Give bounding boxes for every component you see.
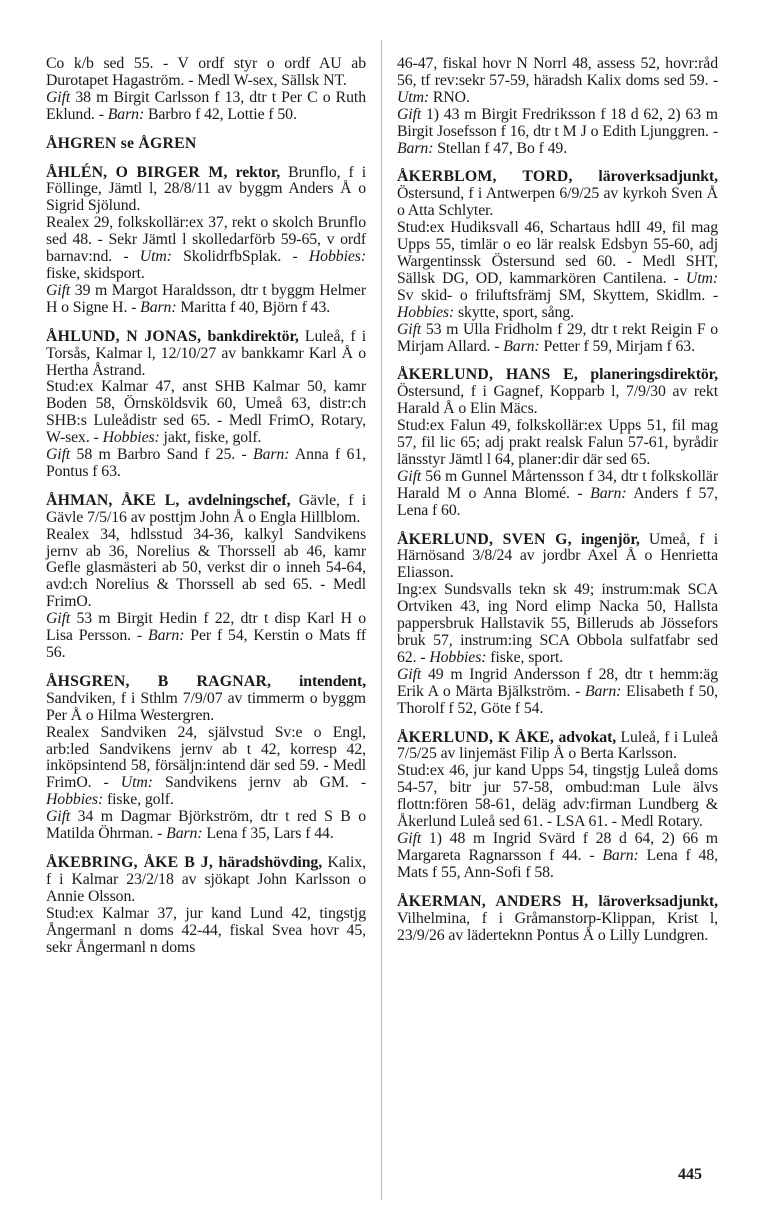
section-label: Hobbies: bbox=[308, 248, 366, 266]
section-label: Barn: bbox=[602, 846, 639, 864]
entry-paragraph bbox=[46, 527, 366, 612]
entry-text: Vilhelmina, f i Gråmanstorp-Klippan, Krist l, 23/9/26 av läderteknn Pontus Å o Lilly Lundgren. bbox=[397, 909, 718, 944]
biography-entry bbox=[46, 136, 366, 153]
section-label: Barn: bbox=[253, 446, 290, 464]
entry-text: 53 m Birgit Hedin f 22, dtr t disp Karl H o Lisa Persson. - bbox=[46, 610, 366, 645]
entry-text: 58 m Barbro Sand f 25. - bbox=[70, 446, 254, 464]
section-label: Barn: bbox=[166, 825, 203, 843]
section-label: Barn: bbox=[140, 298, 177, 316]
entry-text: Stud:ex Falun 49, folkskollär:ex Upps 51, fil mag 57, fil lic 65; adj prakt realsk Falun 57-61, byrådir länsstyr Jämtl l 64, planer:dir där sed 65. bbox=[397, 417, 718, 468]
biography-entry bbox=[46, 56, 366, 124]
entry-paragraph bbox=[46, 611, 366, 662]
entry-paragraph bbox=[46, 215, 366, 283]
section-label: Gift bbox=[397, 665, 422, 683]
entry-paragraph bbox=[397, 582, 718, 667]
entry-text: 34 m Dagmar Björkström, dtr t red S B o Matilda Öhrman. - bbox=[46, 808, 366, 843]
person-name: ÅHLÉN, O BIRGER M, bbox=[46, 163, 228, 181]
section-label: Gift bbox=[46, 281, 71, 299]
section-label: Gift bbox=[397, 467, 422, 485]
section-label: Hobbies: bbox=[429, 648, 487, 666]
section-label: Barn: bbox=[107, 105, 145, 123]
section-label: Gift bbox=[46, 88, 71, 106]
entry-text: Anders f 57, Lena f 60. bbox=[397, 484, 718, 519]
person-name: ÅHMAN, ÅKE L, bbox=[46, 491, 180, 509]
section-label: Hobbies: bbox=[102, 429, 160, 447]
entry-paragraph bbox=[46, 674, 366, 725]
entry-text: Umeå, f i Härnösand 3/8/24 av jordbr Axel Å o Henrietta Eliasson. bbox=[397, 530, 718, 582]
entry-text: Luleå, f i Luleå 7/5/25 av linjemäst Filip Å o Berta Karlsson. bbox=[397, 728, 718, 763]
entry-text: Realex 34, hdlsstud 34-36, kalkyl Sandvikens jernv ab 36, Norelius & Thorssell ab 46, kamr Gefle glasmästeri ab 50, verkst dir o inneh 54-64, avd:ch Norelius & Thorssell ab sed 65. - Medl FrimO. bbox=[46, 525, 366, 611]
person-name: ÅKERLUND, K ÅKE, bbox=[397, 728, 555, 746]
entry-paragraph bbox=[46, 56, 366, 90]
occupation-title: rektor, bbox=[227, 163, 281, 181]
entry-text: Per f 54, Kerstin o Mats ff 56. bbox=[46, 627, 366, 661]
section-label: Barn: bbox=[397, 139, 434, 157]
entry-paragraph bbox=[46, 136, 366, 153]
entry-text: Stud:ex Kalmar 47, anst SHB Kalmar 50, kamr Boden 58, Örnsköldsvik 60, Umeå 63, distr:ch SHB:s Luleådistr sed 65. - Medl FrimO, Rotary, W-sex. - bbox=[46, 378, 366, 447]
biography-entry bbox=[46, 674, 366, 843]
person-name: ÅHGREN se ÅGREN bbox=[46, 134, 197, 152]
entry-text: skytte, sport, sång. bbox=[454, 303, 575, 321]
entry-paragraph bbox=[397, 469, 718, 520]
person-name: ÅHSGREN, B RAGNAR, bbox=[46, 672, 272, 690]
section-label: Gift bbox=[397, 829, 422, 847]
section-label: Gift bbox=[397, 320, 422, 338]
person-name: ÅKERLUND, HANS E, bbox=[397, 366, 579, 384]
entry-paragraph bbox=[397, 107, 718, 158]
entry-paragraph bbox=[397, 56, 718, 107]
entry-text: Sandvikens jernv ab GM. - bbox=[152, 774, 367, 792]
occupation-title: advokat, bbox=[554, 728, 617, 746]
entry-text: SkolidrfbSplak. - bbox=[171, 248, 309, 266]
section-label: Utm: bbox=[120, 774, 153, 792]
entry-paragraph bbox=[397, 894, 718, 945]
entry-paragraph bbox=[397, 730, 718, 764]
entry-paragraph bbox=[397, 220, 718, 321]
section-label: Utm: bbox=[139, 248, 172, 266]
entry-paragraph bbox=[397, 322, 718, 356]
entry-text: Sv skid- o friluftsfrämj SM, Skyttem, Skidlm. - bbox=[397, 286, 718, 304]
entry-paragraph bbox=[46, 283, 366, 317]
entry-text: Östersund, f i Gagnef, Kopparb l, 7/9/30 av rekt Harald Å o Elin Mäcs. bbox=[397, 383, 718, 418]
left-column bbox=[46, 56, 366, 968]
occupation-title: häradshövding, bbox=[213, 853, 323, 871]
entry-text: 56 m Gunnel Mårtensson f 34, dtr t folkskollär Harald M o Anna Blomé. - bbox=[397, 467, 718, 502]
entry-text: Stud:ex Hudiksvall 46, Schartaus hdlI 49, fil mag Upps 55, timlär o eo lär realsk Edsbyn 55-60, adj Wargentinssk Östersund sed 60. - Medl SHT, Sällsk DG, OD, kammarkören Cantilena. - bbox=[397, 219, 718, 287]
entry-paragraph bbox=[397, 418, 718, 469]
page-number: 445 bbox=[678, 1166, 702, 1183]
entry-text: fiske, golf. bbox=[103, 791, 174, 809]
entry-text: Co k/b sed 55. - V ordf styr o ordf AU ab Durotapet Hagaström. - Medl W-sex, Sällsk NT. bbox=[46, 55, 366, 89]
person-name: ÅKERLUND, SVEN G, bbox=[397, 530, 572, 548]
entry-text: jakt, fiske, golf. bbox=[159, 429, 262, 447]
entry-text: Luleå, f i Torsås, Kalmar l, 12/10/27 av bankkamr Karl Å o Hertha Åstrand. bbox=[46, 327, 367, 379]
entry-paragraph bbox=[397, 763, 718, 831]
section-label: Gift bbox=[46, 610, 71, 628]
occupation-title: läroverksadjunkt, bbox=[588, 892, 718, 910]
entry-text: Petter f 59, Mirjam f 63. bbox=[539, 337, 695, 355]
person-name: ÅKEBRING, ÅKE B J, bbox=[46, 853, 214, 871]
biography-entry bbox=[46, 493, 366, 662]
entry-text: Lena f 48, Mats f 55, Ann-Sofi f 58. bbox=[397, 846, 718, 881]
person-name: ÅHLUND, N JONAS, bbox=[46, 327, 202, 345]
entry-text: RNO. bbox=[429, 88, 470, 106]
section-label: Barn: bbox=[590, 484, 627, 502]
entry-text: fiske, sport. bbox=[486, 648, 564, 666]
occupation-title: bankdirektör, bbox=[201, 327, 299, 345]
entry-paragraph bbox=[46, 379, 366, 447]
section-label: Barn: bbox=[584, 682, 622, 700]
entry-paragraph bbox=[46, 447, 366, 481]
occupation-title: läroverksadjunkt, bbox=[572, 168, 718, 186]
section-label: Hobbies: bbox=[46, 791, 104, 809]
entry-text: Anna f 61, Pontus f 63. bbox=[46, 446, 366, 480]
biography-entry bbox=[46, 329, 366, 481]
section-label: Gift bbox=[46, 446, 71, 464]
entry-text: Gävle, f i Gävle 7/5/16 av posttjm John Å o Engla Hillblom. bbox=[46, 491, 366, 526]
entry-paragraph bbox=[397, 169, 718, 220]
entry-paragraph bbox=[46, 725, 366, 810]
person-name: ÅKERMAN, ANDERS H, bbox=[397, 892, 589, 910]
biography-entry bbox=[46, 165, 366, 317]
entry-text: 1) 43 m Birgit Fredriksson f 18 d 62, 2) 63 m Birgit Josefsson f 16, dtr t M J o Edith Ljunggren. - bbox=[397, 105, 718, 140]
biography-entry bbox=[397, 532, 718, 718]
entry-text: Stellan f 47, Bo f 49. bbox=[433, 139, 568, 157]
biography-entry bbox=[397, 730, 718, 882]
section-label: Gift bbox=[46, 808, 71, 826]
entry-text: Brunflo, f i Föllinge, Jämtl l, 28/8/11 av byggm Anders Å o Sigrid Sjölund. bbox=[46, 163, 366, 215]
biography-entry bbox=[397, 56, 718, 157]
entry-paragraph bbox=[397, 532, 718, 583]
section-label: Barn: bbox=[503, 337, 540, 355]
entry-text: fiske, skidsport. bbox=[46, 264, 145, 282]
entry-text: Realex 29, folkskollär:ex 37, rekt o skolch Brunflo sed 48. - Sekr Jämtl l skolledarförb 59-65, v ordf barnav:nd. - bbox=[46, 214, 366, 266]
entry-paragraph bbox=[46, 855, 366, 906]
entry-paragraph bbox=[397, 367, 718, 418]
section-label: Utm: bbox=[685, 269, 718, 287]
entry-paragraph bbox=[46, 809, 366, 843]
entry-text: 53 m Ulla Fridholm f 29, dtr t rekt Reigin F o Mirjam Allard. - bbox=[397, 320, 718, 355]
entry-text: Östersund, f i Antwerpen 6/9/25 av kyrkoh Sven Å o Atta Schlyter. bbox=[397, 185, 718, 220]
entry-paragraph bbox=[46, 329, 366, 380]
entry-paragraph bbox=[46, 165, 366, 216]
entry-text: 38 m Birgit Carlsson f 13, dtr t Per C o Ruth Eklund. - bbox=[46, 88, 366, 123]
entry-paragraph bbox=[397, 667, 718, 718]
entry-paragraph bbox=[46, 90, 366, 124]
occupation-title: ingenjör, bbox=[571, 530, 640, 548]
entry-paragraph bbox=[46, 493, 366, 527]
entry-text: 46-47, fiskal hovr N Norrl 48, assess 52, hovr:råd 56, tf rev:sekr 57-59, häradsh Kalix doms sed 59. - bbox=[397, 55, 718, 89]
biography-entry bbox=[397, 169, 718, 355]
entry-text: Realex Sandviken 24, självstud Sv:e o Engl, arb:led Sandvikens jernv ab t 42, korresp 42, inköpsintend 58, försäljn:intend där sed 59. - Medl FrimO. - bbox=[46, 723, 366, 792]
entry-text: Kalix, f i Kalmar 23/2/18 av sjökapt John Karlsson o Annie Olsson. bbox=[46, 853, 366, 905]
entry-text: 1) 48 m Ingrid Svärd f 28 d 64, 2) 66 m Margareta Ragnarsson f 44. - bbox=[397, 829, 718, 864]
entry-text: Stud:ex Kalmar 37, jur kand Lund 42, tingstjg Ångermanl n doms 42-44, fiskal Svea hovr 45, sekr Ångermanl n doms bbox=[46, 904, 366, 956]
section-label: Barn: bbox=[148, 627, 185, 645]
occupation-title: planeringsdirektör, bbox=[578, 366, 718, 384]
biography-entry bbox=[397, 367, 718, 519]
occupation-title: intendent, bbox=[271, 672, 367, 690]
section-label: Utm: bbox=[397, 88, 430, 106]
entry-text: Elisabeth f 50, Thorolf f 52, Göte f 54. bbox=[397, 682, 718, 717]
entry-paragraph bbox=[46, 906, 366, 957]
entry-text: Barbro f 42, Lottie f 50. bbox=[144, 105, 297, 123]
biography-entry bbox=[46, 855, 366, 956]
section-label: Hobbies: bbox=[397, 303, 455, 321]
biography-entry bbox=[397, 894, 718, 945]
column-divider bbox=[381, 40, 382, 1200]
section-label: Gift bbox=[397, 105, 422, 123]
right-column bbox=[397, 56, 718, 956]
entry-paragraph bbox=[397, 831, 718, 882]
occupation-title: avdelningschef, bbox=[179, 491, 291, 509]
entry-text: Stud:ex 46, jur kand Upps 54, tingstjg Luleå doms 54-57, bitr jur 57-58, ombud:man Lule älvs flottn:fören 58-61, deläg adv:firman Lundberg & Åkerlund Luleå sed 61. - LSA 61. - Medl Rotary. bbox=[397, 762, 718, 831]
entry-text: 49 m Ingrid Andersson f 28, dtr t hemm:äg Erik A o Märta Bjälkström. - bbox=[397, 665, 718, 700]
entry-text: 39 m Margot Haraldsson, dtr t byggm Helmer H o Signe H. - bbox=[46, 281, 366, 316]
entry-text: Maritta f 40, Björn f 43. bbox=[176, 298, 331, 316]
entry-text: Sandviken, f i Sthlm 7/9/07 av timmerm o byggm Per Å o Hilma Westergren. bbox=[46, 689, 366, 724]
entry-text: Lena f 35, Lars f 44. bbox=[202, 825, 334, 843]
person-name: ÅKERBLOM, TORD, bbox=[397, 168, 573, 186]
entry-text: Ing:ex Sundsvalls tekn sk 49; instrum:mak SCA Ortviken 43, ing Nord elimp Nacka 50, Hallsta pappersbruk Hallstavik 55, Billeruds ab Jössefors bruk 57, instrum:ing SCA Obbola sulfatfabr sed 62. - bbox=[397, 581, 718, 666]
